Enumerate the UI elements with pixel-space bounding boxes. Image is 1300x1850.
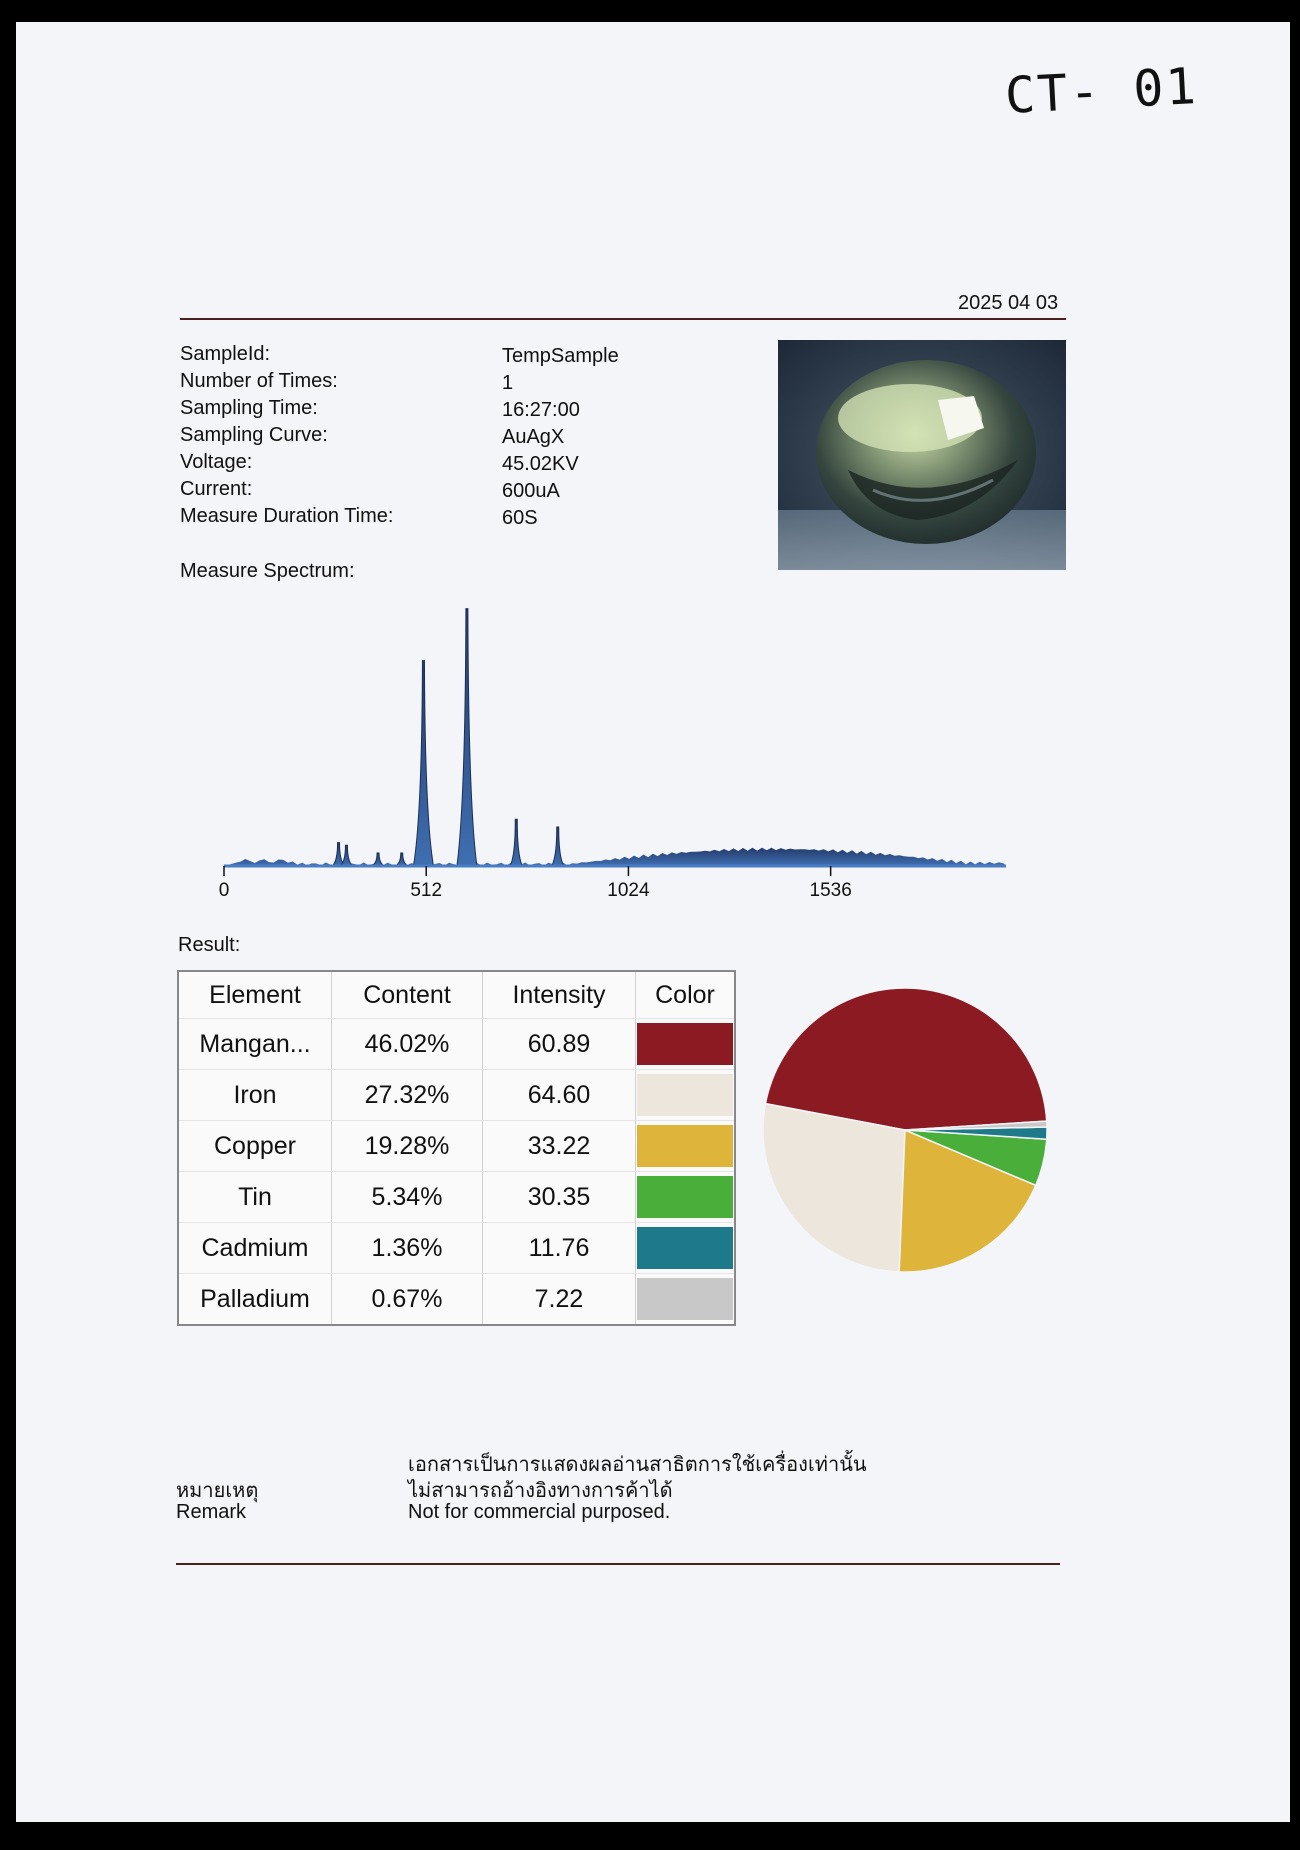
spectrum-tick-label: 1536 (809, 880, 852, 901)
info-value-sampling-curve: AuAgX (502, 426, 565, 448)
color-swatch (637, 1278, 733, 1320)
spectrum-tick-label: 1024 (607, 880, 650, 901)
cell-content: 1.36% (332, 1223, 483, 1274)
table-row (178, 1223, 735, 1274)
cell-intensity: 11.76 (483, 1223, 636, 1274)
table-row (178, 1172, 735, 1223)
info-value-sample-id: TempSample (502, 345, 619, 367)
info-value-sampling-time: 16:27:00 (502, 399, 580, 421)
cell-intensity: 30.35 (483, 1172, 636, 1223)
result-label: Result: (178, 934, 241, 956)
report-page (16, 22, 1290, 1822)
cell-intensity: 60.89 (483, 1019, 636, 1070)
cell-element: Iron (178, 1070, 332, 1121)
pie-slice (765, 988, 1046, 1130)
pie-slice (763, 1104, 905, 1272)
info-value-measure-duration: 60S (502, 507, 538, 529)
cell-content: 27.32% (332, 1070, 483, 1121)
color-swatch (637, 1074, 733, 1116)
table-header-row (178, 971, 735, 1019)
spectrum-peak (552, 827, 564, 866)
header-content: Content (332, 971, 483, 1019)
info-label-sampling-time: Sampling Time: (180, 397, 318, 419)
table-row (178, 1274, 735, 1326)
header-rule (180, 318, 1066, 320)
remark-thai-line-2: ไม่สามารถอ้างอิงทางการค้าได้ (408, 1480, 673, 1502)
info-label-voltage: Voltage: (180, 451, 253, 473)
info-label-measure-duration: Measure Duration Time: (180, 505, 394, 527)
handwritten-label: CT- 01 (1003, 56, 1200, 126)
cell-content: 5.34% (332, 1172, 483, 1223)
spectrum-peak (413, 661, 433, 866)
spectrum-chart (200, 595, 1020, 905)
spectrum-peak (457, 609, 477, 866)
info-value-current: 600uA (502, 480, 560, 502)
info-value-number-of-times: 1 (502, 372, 514, 394)
spectrum-label: Measure Spectrum: (180, 560, 355, 582)
header-intensity: Intensity (483, 971, 636, 1019)
spectrum-peak (340, 845, 352, 866)
remark-english-line: Not for commercial purposed. (408, 1501, 671, 1523)
spectrum-peak (372, 853, 384, 866)
color-swatch (637, 1176, 733, 1218)
cell-element: Mangan... (178, 1019, 332, 1070)
cell-element: Tin (178, 1172, 332, 1223)
remark-label-thai: หมายเหตุ (176, 1480, 259, 1502)
spectrum-tick-label: 0 (218, 880, 230, 901)
color-swatch (637, 1023, 733, 1065)
spectrum-peak (510, 819, 522, 866)
info-label-sample-id: SampleId: (180, 343, 271, 365)
info-label-sampling-curve: Sampling Curve: (180, 424, 328, 446)
color-swatch (637, 1227, 733, 1269)
info-label-number-of-times: Number of Times: (180, 370, 338, 392)
cell-intensity: 64.60 (483, 1070, 636, 1121)
cell-intensity: 33.22 (483, 1121, 636, 1172)
cell-intensity: 7.22 (483, 1274, 636, 1326)
cell-element: Copper (178, 1121, 332, 1172)
info-value-voltage: 45.02KV (502, 453, 579, 475)
table-row (178, 1121, 735, 1172)
remark-label-english: Remark (176, 1501, 247, 1523)
spectrum-peak (396, 853, 408, 866)
composition-pie-chart (755, 980, 1055, 1280)
cell-content: 46.02% (332, 1019, 483, 1070)
footer-rule (176, 1563, 1060, 1565)
table-row (178, 1070, 735, 1121)
header-color: Color (636, 971, 736, 1019)
spectrum-tick-label: 512 (410, 880, 443, 901)
header-element: Element (178, 971, 332, 1019)
table-row (178, 1019, 735, 1070)
report-date: 2025 04 03 (958, 292, 1059, 314)
cell-element: Palladium (178, 1274, 332, 1326)
color-swatch (637, 1125, 733, 1167)
cell-content: 0.67% (332, 1274, 483, 1326)
result-table (177, 970, 736, 1326)
info-label-current: Current: (180, 478, 253, 500)
cell-content: 19.28% (332, 1121, 483, 1172)
cell-element: Cadmium (178, 1223, 332, 1274)
sample-photo (778, 340, 1066, 570)
remark-thai-line-1: เอกสารเป็นการแสดงผลอ่านสาธิตการใช้เครื่องเท่านั้น (408, 1454, 867, 1476)
gemstone-image (778, 340, 1066, 570)
